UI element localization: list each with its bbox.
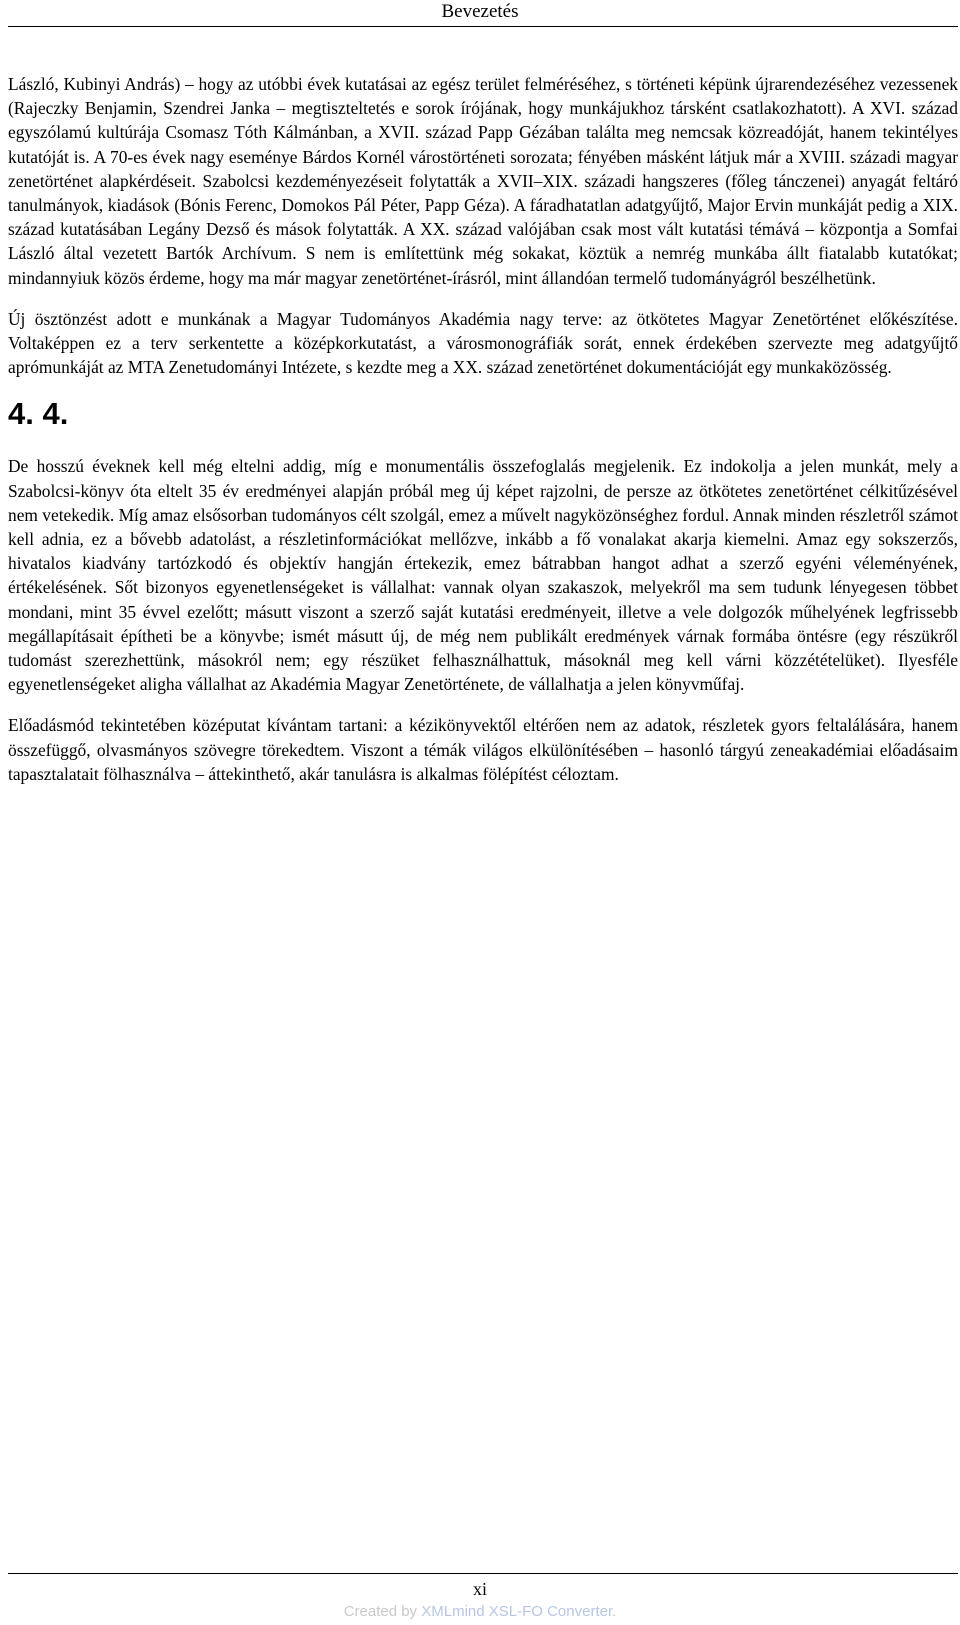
credit-suffix: .	[612, 1603, 617, 1620]
section-heading: 4. 4.	[8, 396, 69, 432]
header-divider	[8, 26, 958, 27]
page-number: xi	[472, 1579, 487, 1599]
converter-credit	[0, 1602, 960, 1622]
body-paragraph-1: László, Kubinyi András) – hogy az utóbbi évek kutatásai az egész terület felméréséhez, s történeti képünk újrarendezéséhez vezessenek (Rajeczky Benjamin, Szendrei Janka – megtiszteltetés e sorok írójának, hogy munkájukhoz társként csatlakozhatott). A XVI. század egyszólamú kultúrája Csomasz Tóth Kálmánban, a XVII. század Papp Gézában találta meg nemcsak közreadóját, hanem tekintélyes kutatóját is. A 70-es évek nagy eseménye Bárdos Kornél várostörténeti sorozata; fényében másként látjuk már a XVIII. századi magyar zenetörténet alapkérdéseit. Szabolcsi kezdeményezéseit folytatták a XVII–XIX. századi hangszeres (főleg tánczenei) anyagát feltáró tanulmányok, kiadások (Bónis Ferenc, Domokos Pál Péter, Papp Géza). A fáradhatatlan adatgyűjtő, Major Ervin munkáját pedig a XIX. század kutatásában Legány Dezső és mások folytatták. A XX. század valójában csak most vált kutatási témává – központja a Somfai László által vezetett Bartók Archívum. S nem is említettünk még sokakat, köztük a nemrég munkába állt fiatalabb kutatókat; mindannyiuk közös érdeme, hogy ma már magyar zenetörténet-írásról, mint állandóan termelő tudományágról beszélhetünk.	[8, 74, 958, 288]
credit-brand: XMLmind XSL-FO Converter	[421, 1603, 613, 1620]
body-paragraph-4: Előadásmód tekintetében középutat kívántam tartani: a kézikönyvektől eltérően nem az adatok, részletek gyors feltalálására, hanem összefüggő, olvasmányos szövegre törekedtem. Viszont a témák világos elkülönítésében – hasonló tárgyú zeneakadémiai előadásaim tapasztalatait fölhasználva – áttekinthető, akár tanulásra is alkalmas fölépítést céloztam.	[8, 715, 958, 784]
credit-prefix: Created by	[343, 1603, 422, 1620]
page-content	[8, 72, 958, 803]
running-header: Bevezetés	[441, 1, 519, 22]
body-paragraph-2: Új ösztönzést adott e munkának a Magyar Tudományos Akadémia nagy terve: az ötkötetes Magyar Zenetörténet előkészítése. Voltaképpen ez a terv serkentette a középkorkutatást, a városmonográfiák sorát, ennek érdekében szervezte meg adatgyűjtő aprómunkáját az MTA Zenetudományi Intézete, s kezdte meg a XX. század zenetörténet dokumentációját egy munkaközösség.	[8, 308, 958, 378]
body-paragraph-3: De hosszú éveknek kell még eltelni addig, míg e monumentális összefoglalás megjelenik. Ez indokolja a jelen munkát, mely a Szabolcsi-könyv óta eltelt 35 év eredményei alapján próbál meg új képet rajzolni, de persze az ötkötetes zenetörténet célkitűzésével nem vetekedik. Míg amaz elsősorban tudományos célt szolgál, emez a művelt nagyközönséghez fordul. Annak minden részletről számot kell adnia, ez a bővebb adatolást, a részletinformációkat mellőzve, inkább a fő vonalakat akarja kiemelni. Amaz egy sokszerzős, hivatalos kiadvány tartózkodó és objektív hangján értekezik, emez bátrabban hangot adhat a szerző egyéni véleményének, értékelésének. Sőt bizonyos egyenetlenségeket is vállalhat: vannak olyan szakaszok, melyekről ma sem tudunk lényegesen többet mondani, mint 35 évvel ezelőtt; másutt viszont a szerző saját kutatási eredményeit, illetve a vele dolgozók műhelyének legfrissebb megállapításait építheti be a könyvbe; ismét másutt új, de még nem publikált eredmények várnak formába öntésre (egy részükről tudomást szerezhettünk, másokról nem; egy részüket felhasználhattuk, másoknál meg kell várni közzétételüket). Ilyesféle egyenetlenségeket aligha vállalhat az Akadémia Magyar Zenetörténete, de vállalhatja a jelen könyvműfaj.	[8, 456, 958, 695]
footer-divider	[8, 1573, 958, 1574]
